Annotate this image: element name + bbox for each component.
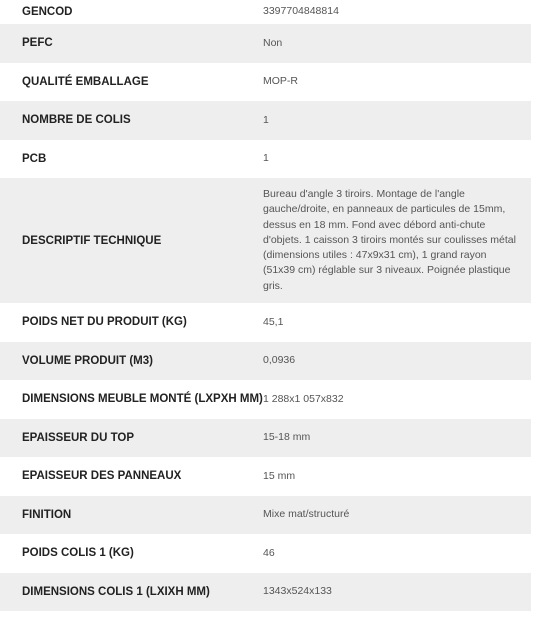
- spec-label: VOLUME PRODUIT (M3): [0, 342, 249, 381]
- spec-label: NOMBRE DE COLIS: [0, 101, 249, 140]
- spec-value: 1: [249, 140, 531, 179]
- spec-value: 1: [249, 101, 531, 140]
- spec-row-qualite-emballage: [0, 63, 531, 102]
- spec-row-volume-produit: [0, 342, 531, 381]
- spec-label: POIDS NET DU PRODUIT (KG): [0, 303, 249, 342]
- spec-label: DIMENSIONS COLIS 1 (LXIXH MM): [0, 573, 249, 611]
- spec-row-poids-net: [0, 303, 531, 342]
- spec-value: 15-18 mm: [249, 419, 531, 458]
- spec-value: 46: [249, 534, 531, 573]
- spec-row-dimensions-meuble: [0, 380, 531, 419]
- spec-value: 3397704848814: [249, 0, 531, 24]
- spec-value: MOP-R: [249, 63, 531, 102]
- spec-row-epaisseur-panneaux: [0, 457, 531, 496]
- spec-value: 0,0936: [249, 342, 531, 381]
- spec-row-gencod: [0, 0, 531, 24]
- spec-value: Bureau d'angle 3 tiroirs. Montage de l'angle gauche/droite, en panneaux de particules de 15mm, dessus en 18 mm. Fond avec débord anti-chute d'objets. 1 caisson 3 tiroirs montés sur coulisses métal (dimensions utiles : 47x9x31 cm), 1 grand rayon (51x39 cm) réglable sur 3 niveaux. Poignée plastique gris.: [249, 178, 531, 303]
- spec-row-pefc: [0, 24, 531, 63]
- spec-row-poids-colis: [0, 534, 531, 573]
- spec-row-finition: [0, 496, 531, 535]
- spec-value: 1 288x1 057x832: [249, 380, 531, 419]
- spec-value: 1343x524x133: [249, 573, 531, 611]
- spec-value: 15 mm: [249, 457, 531, 496]
- spec-row-dimensions-colis: [0, 573, 531, 611]
- spec-label: DESCRIPTIF TECHNIQUE: [0, 178, 249, 303]
- spec-label: PCB: [0, 140, 249, 179]
- spec-value: 45,1: [249, 303, 531, 342]
- spec-label: QUALITÉ EMBALLAGE: [0, 63, 249, 102]
- spec-label: PEFC: [0, 24, 249, 63]
- spec-label: FINITION: [0, 496, 249, 535]
- spec-label: EPAISSEUR DU TOP: [0, 419, 249, 458]
- spec-row-epaisseur-top: [0, 419, 531, 458]
- spec-value: Non: [249, 24, 531, 63]
- spec-label: DIMENSIONS MEUBLE MONTÉ (LXPXH MM): [0, 380, 249, 419]
- spec-label: GENCOD: [0, 0, 249, 24]
- spec-row-pcb: [0, 140, 531, 179]
- spec-row-nombre-de-colis: [0, 101, 531, 140]
- spec-label: EPAISSEUR DES PANNEAUX: [0, 457, 249, 496]
- spec-label: POIDS COLIS 1 (KG): [0, 534, 249, 573]
- spec-value: Mixe mat/structuré: [249, 496, 531, 535]
- spec-row-descriptif-technique: [0, 178, 531, 303]
